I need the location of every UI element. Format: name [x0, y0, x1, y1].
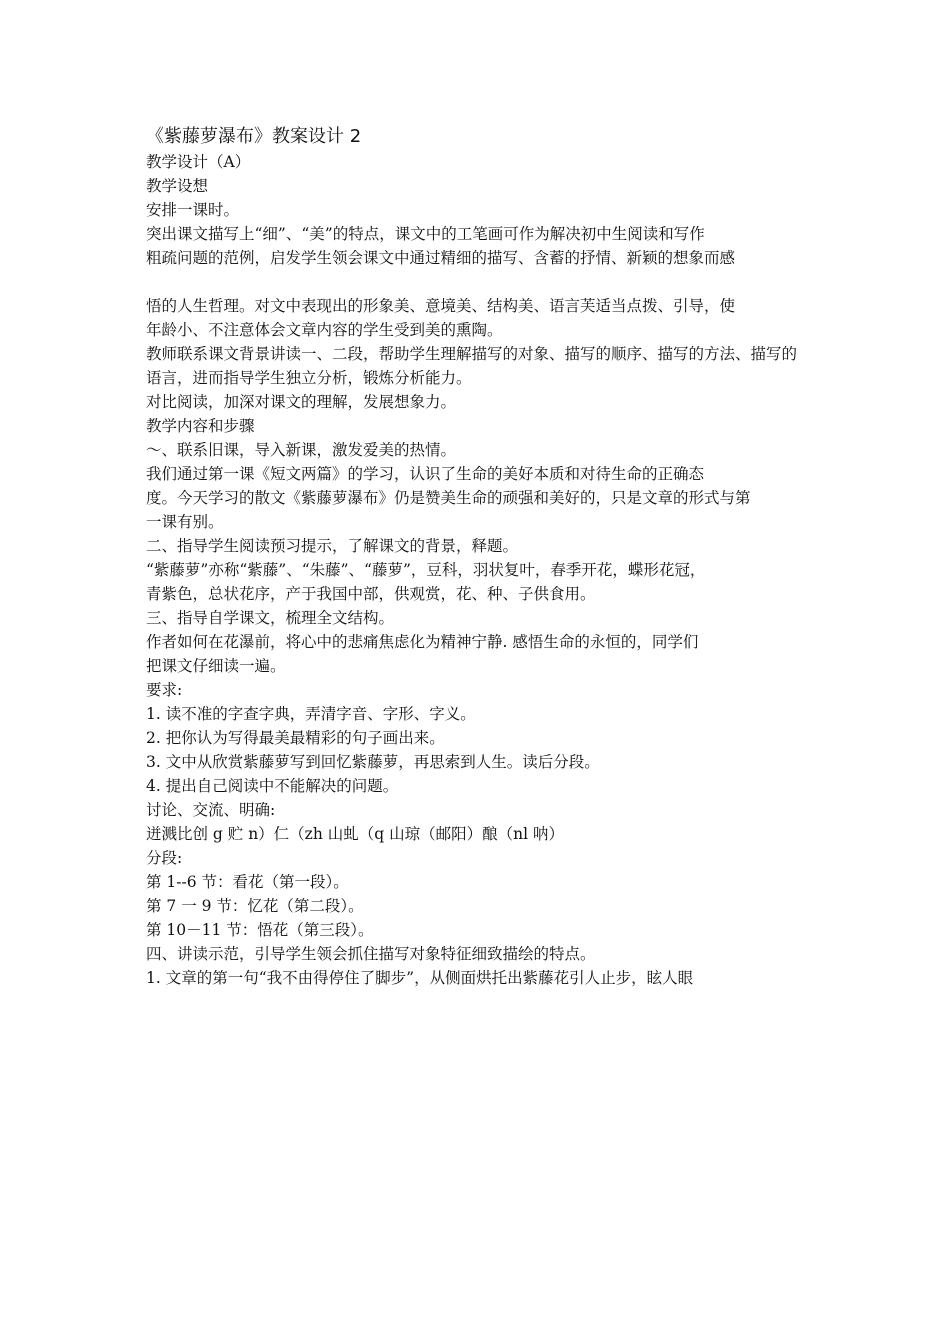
text-line: 要求:	[146, 681, 183, 699]
text-line: 对比阅读，加深对课文的理解，发展想象力。	[146, 393, 457, 411]
text-line: 教学内容和步骤	[146, 417, 255, 435]
document-title: 《紫藤萝瀑布》教案设计 2	[146, 126, 362, 147]
text-line: 青紫色，总状花序，产于我国中部，供观赏，花、种、子供食用。	[146, 585, 596, 603]
document-body	[146, 150, 811, 990]
text-line: 把课文仔细读一遍。	[146, 657, 286, 675]
text-line: 迸溅比创 g 贮 n）仁（zh 山虬（q 山琼（邮阳）酿（nl 呐）	[146, 825, 564, 843]
text-line: 教学设计（A）	[146, 153, 251, 171]
text-line: 度。今天学习的散文《紫藤萝瀑布》仍是赞美生命的顽强和美好的，只是文章的形式与第	[146, 489, 751, 507]
text-line: 第 1--6 节：看花（第一段）。	[146, 873, 349, 891]
text-line: “紫藤萝”亦称“紫藤”、“朱藤”、“藤萝”，豆科，羽状复叶，春季开花，蝶形花冠，	[146, 561, 706, 579]
text-line: 教学设想	[146, 177, 209, 195]
text-line: 年龄小、不注意体会文章内容的学生受到美的熏陶。	[146, 321, 503, 339]
text-line: 突出课文描写上“细”、“美”的特点，课文中的工笔画可作为解决初中生阅读和写作	[146, 225, 705, 243]
text-line: 三、指导自学课文，梳理全文结构。	[146, 609, 395, 627]
text-line: 四、讲读示范，引导学生领会抓住描写对象特征细致描绘的特点。	[146, 945, 596, 963]
text-line: 3. 文中从欣赏紫藤萝写到回忆紫藤萝，再思索到人生。读后分段。	[146, 753, 600, 771]
document-page	[146, 124, 811, 990]
text-line: 讨论、交流、明确:	[146, 801, 276, 819]
text-line: 1. 文章的第一句“我不由得停住了脚步”，从侧面烘托出紫藤花引人止步，眩人眼	[146, 969, 694, 987]
text-line: 第 10－11 节：悟花（第三段）。	[146, 921, 374, 939]
text-line: 第 7 一 9 节：忆花（第二段）。	[146, 897, 364, 915]
text-line: 一课有别。	[146, 513, 224, 531]
text-line: 2. 把你认为写得最美最精彩的句子画出来。	[146, 729, 445, 747]
text-line: 安排一课时。	[146, 201, 240, 219]
text-line: 1. 读不准的字查字典，弄清字音、字形、字义。	[146, 705, 476, 723]
text-line: 作者如何在花瀑前，将心中的悲痛焦虑化为精神宁静. 感悟生命的永恒的，同学们	[146, 633, 699, 651]
blank-line	[146, 270, 811, 294]
text-line: 悟的人生哲理。对文中表现出的形象美、意境美、结构美、语言芙适当点拨、引导，使	[146, 297, 736, 315]
text-line: ～、联系旧课，导入新课，激发爱美的热情。	[146, 441, 457, 459]
text-line: 二、指导学生阅读预习提示，了解课文的背景，释题。	[146, 537, 519, 555]
text-line: 教师联系课文背景讲读一、二段，帮助学生理解描写的对象、描写的顺序、描写的方法、描写的语言，进而指导学生独立分析，锻炼分析能力。	[146, 345, 798, 387]
text-line: 分段:	[146, 849, 183, 867]
text-line: 我们通过第一课《短文两篇》的学习，认识了生命的美好本质和对待生命的正确态	[146, 465, 705, 483]
text-line: 粗疏问题的范例，启发学生领会课文中通过精细的描写、含蓄的抒情、新颖的想象而感	[146, 249, 736, 267]
text-line: 4. 提出自己阅读中不能解决的问题。	[146, 777, 399, 795]
